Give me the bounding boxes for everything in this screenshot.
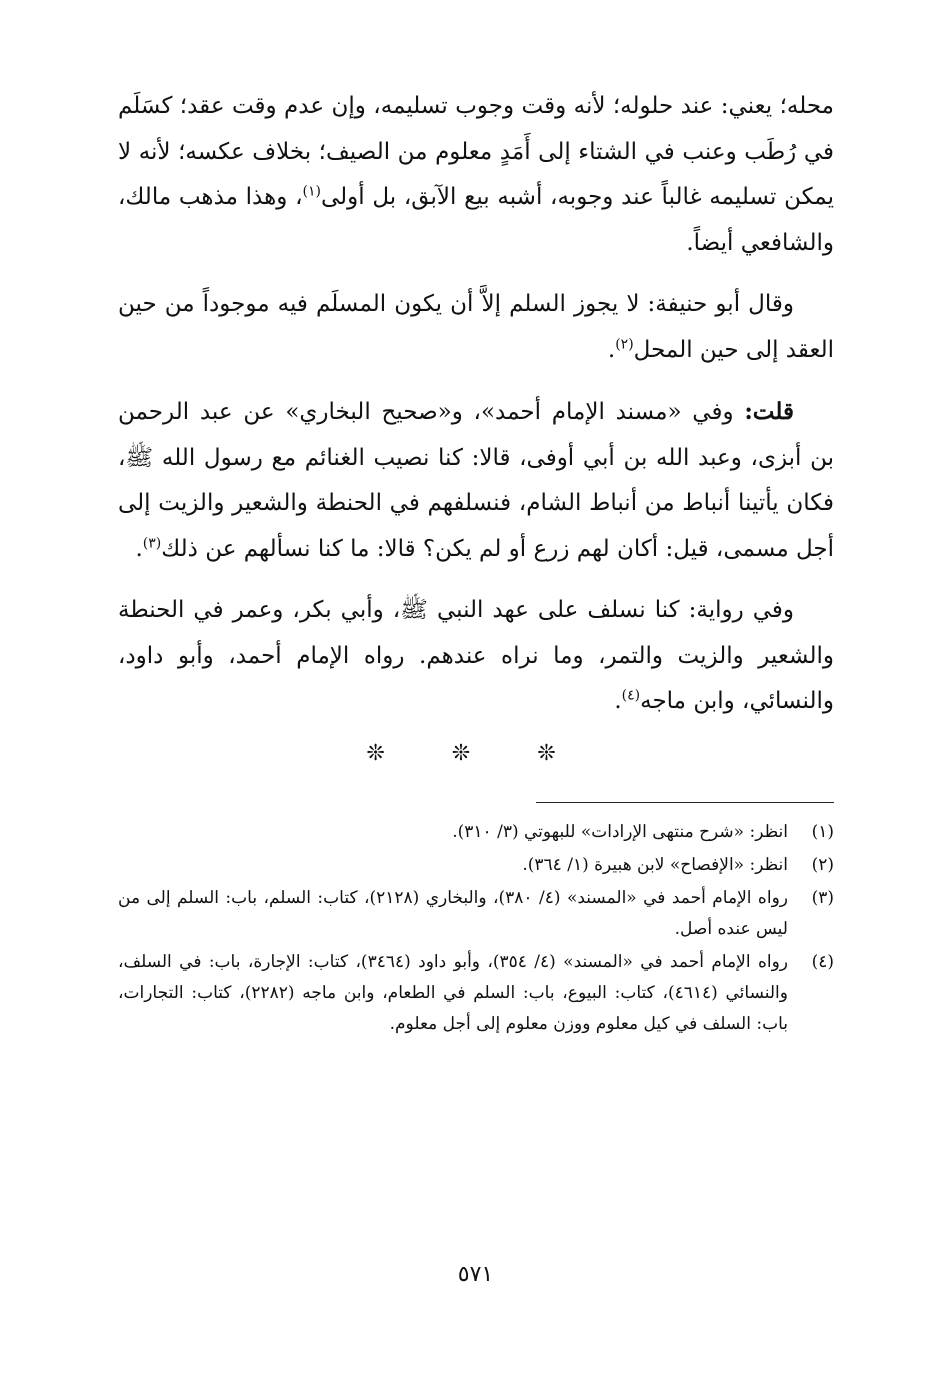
footnote-text: رواه الإمام أحمد في «المسند» (٤/ ٣٥٤)، وأبو داود (٣٤٦٤)، كتاب: الإجارة، باب: في السلف، والنسائي (٤٦١٤)، كتاب: البيوع، باب: السلم في الطعام، وابن ماجه (٢٢٨٢)، كتاب: التجارات، باب: السلف في كيل معلوم ووزن معلوم إلى أجل معلوم. bbox=[118, 951, 788, 1034]
footnote-text: رواه الإمام أحمد في «المسند» (٤/ ٣٨٠)، والبخاري (٢١٢٨)، كتاب: السلم، باب: السلم إلى من ليس عنده أصل. bbox=[118, 887, 788, 939]
footnotes bbox=[118, 817, 834, 1040]
paragraph-tail: . bbox=[135, 535, 143, 562]
section-separator: ❊ ❊ ❊ bbox=[366, 740, 586, 766]
paragraph-tail: . bbox=[607, 336, 616, 363]
page-number: ٥٧١ bbox=[457, 1262, 494, 1287]
footnote-text: انظر: «الإفصاح» لابن هبيرة (١/ ٣٦٤). bbox=[522, 854, 788, 875]
paragraph-text: وقال أبو حنيفة: لا يجوز السلم إلاَّ أن يكون المسلَم فيه موجوداً من حين العقد إلى حين المحل bbox=[118, 291, 834, 363]
footnote-4 bbox=[118, 947, 834, 1040]
paragraph-tail: ، وهذا مذهب مالك، والشافعي أيضاً. bbox=[118, 184, 834, 256]
footnote-text: انظر: «شرح منتهى الإرادات» للبهوتي (٣/ ٣١٠). bbox=[452, 821, 788, 842]
footnote-3 bbox=[118, 883, 834, 945]
paragraph-text: محله؛ يعني: عند حلوله؛ لأنه وقت وجوب تسليمه، وإن عدم وقت عقد؛ كسَلَم في رُطَب وعنب في الشتاء إلى أَمَدٍ معلوم من الصيف؛ بخلاف عكسه؛ لأنه لا يمكن تسليمه غالباً عند وجوبه، أشبه بيع الآبق، بل أولى bbox=[118, 93, 834, 210]
footnote-number: (٤) bbox=[811, 951, 834, 972]
footnote-1 bbox=[118, 817, 834, 848]
footnote-number: (١) bbox=[811, 821, 834, 842]
footnote-number: (٣) bbox=[811, 887, 834, 908]
body-paragraph-2 bbox=[118, 282, 834, 373]
paragraph-tail: . bbox=[614, 688, 622, 714]
paragraph-lead: قلت: bbox=[744, 398, 794, 425]
footnote-reference-3: (٣) bbox=[142, 534, 162, 551]
body-paragraph-3 bbox=[118, 389, 834, 572]
footnote-reference-1: (١) bbox=[302, 183, 321, 200]
footnote-divider bbox=[536, 802, 834, 803]
footnote-reference-4: (٤) bbox=[621, 687, 641, 704]
paragraph-text: وفي «مسند الإمام أحمد»، و«صحيح البخاري» عن عبد الرحمن بن أبزى، وعبد الله بن أبي أوفى، قالا: كنا نصيب الغنائم مع رسول الله ﷺ، فكان يأتينا أنباط من أنباط الشام، فنسلفهم في الحنطة والشعير والزيت إلى أجل مسمى، قيل: أكان لهم زرع أو لم يكن؟ قالا: ما كنا نسألهم عن ذلك bbox=[118, 399, 834, 562]
footnote-number: (٢) bbox=[811, 854, 834, 875]
body-paragraph-4 bbox=[118, 588, 834, 725]
paragraph-text: وفي رواية: كنا نسلف على عهد النبي ﷺ، وأبي بكر، وعمر في الحنطة والشعير والزيت والتمر، وما نراه عندهم. رواه الإمام أحمد، وأبو داود، والنسائي، وابن ماجه bbox=[118, 597, 834, 714]
footnote-reference-2: (٢) bbox=[615, 335, 634, 352]
page-content bbox=[118, 84, 834, 1042]
body-paragraph-1 bbox=[118, 84, 834, 266]
footnote-2 bbox=[118, 850, 834, 881]
